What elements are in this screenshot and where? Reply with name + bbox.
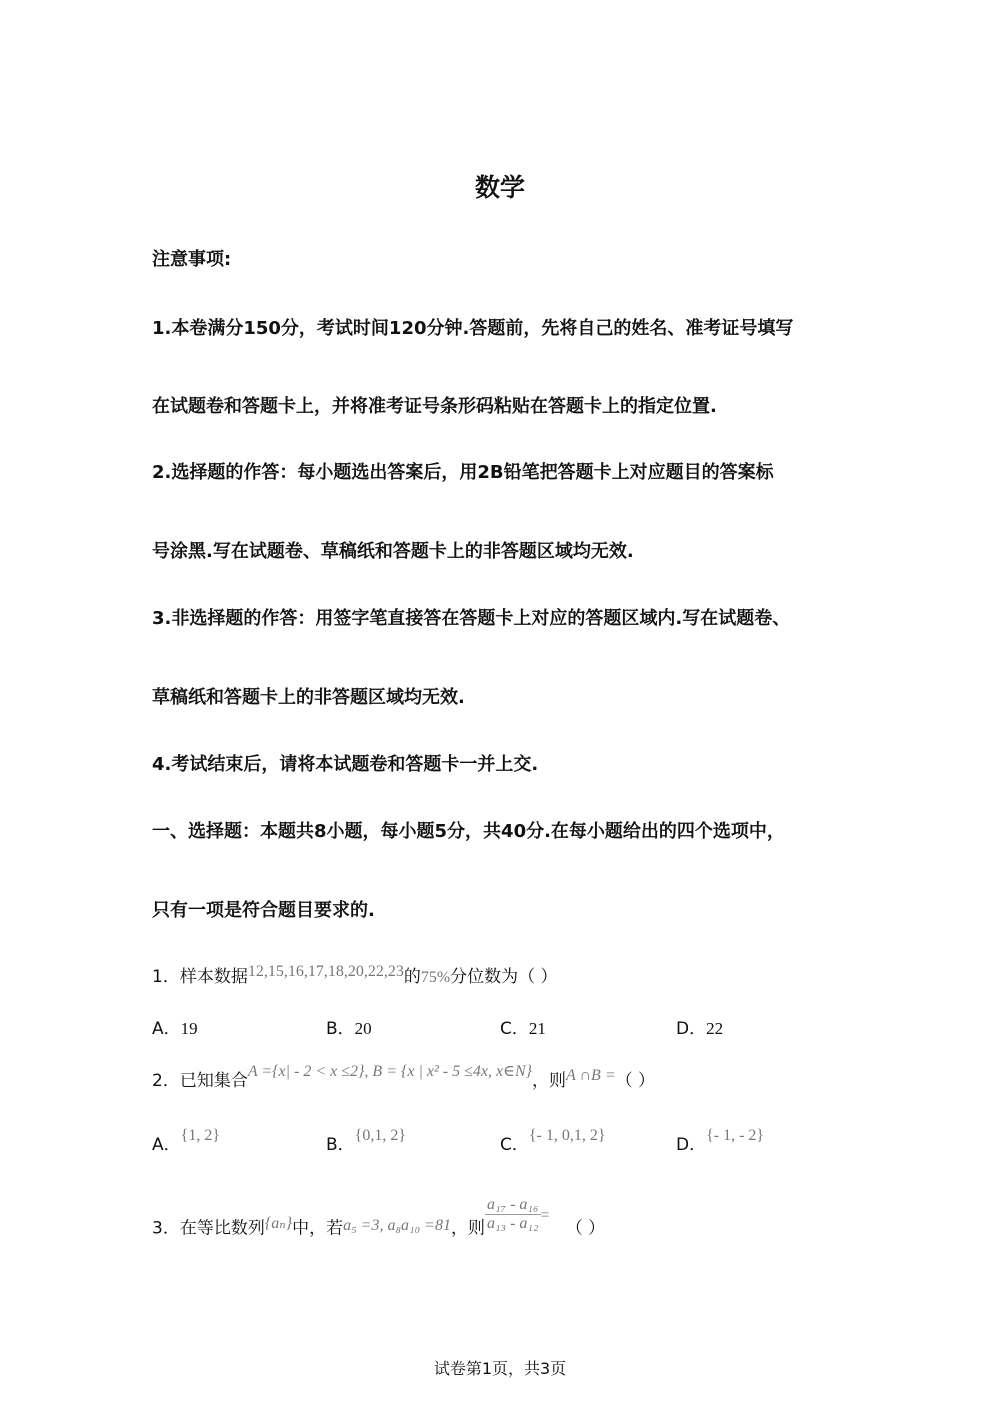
q2-option-d: D．{- 1, - 2} (676, 1127, 765, 1155)
q3-equals: = (540, 1206, 550, 1224)
q3-mid: 中，若 (292, 1218, 344, 1239)
q2-option-c: C．{- 1, 0,1, 2} (500, 1127, 606, 1155)
notice-line: 草稿纸和答题卡上的非答题区域均无效. (152, 687, 465, 708)
q3-fraction (485, 1196, 541, 1233)
q3-suffix: （ ） (565, 1218, 606, 1239)
q1-data: 12,15,16,17,18,20,22,23 (247, 963, 404, 980)
q3-mid2: ，则 (450, 1218, 485, 1239)
q3-condition: a₅ =3, a₈a₁₀ =81 (343, 1216, 451, 1234)
q1-suffix: 分位数为（ ） (450, 967, 558, 987)
question-2 (152, 1063, 656, 1091)
q1-option-c: C．21 (500, 1019, 546, 1039)
q1-prefix: 1．样本数据 (152, 967, 248, 987)
notice-line: 3.非选择题的作答：用签字笔直接答在答题卡上对应的答题区域内.写在试题卷、 (152, 608, 791, 629)
q1-option-b: B．20 (326, 1019, 372, 1039)
section-heading: 只有一项是符合题目要求的. (152, 900, 375, 921)
notice-line: 4.考试结束后，请将本试题卷和答题卡一并上交. (152, 754, 539, 775)
notice-line: 2.选择题的作答：每小题选出答案后，用2B铅笔把答题卡上对应题目的答案标 (152, 462, 774, 483)
q3-prefix: 3．在等比数列 (152, 1218, 265, 1239)
question-1 (152, 962, 558, 987)
q3-fraction-denominator: a₁₃ - a₁₂ (486, 1215, 539, 1232)
notice-line: 在试题卷和答题卡上，并将准考证号条形码粘贴在答题卡上的指定位置. (152, 396, 717, 417)
q2-option-a: A．{1, 2} (152, 1127, 220, 1155)
question-3 (152, 1196, 606, 1247)
q2-prefix: 2．已知集合 (152, 1071, 248, 1091)
page-title: 数学 (474, 173, 525, 202)
page-footer: 试卷第1页，共3页 (433, 1359, 567, 1378)
q2-set-expression: A ={x| - 2 < x ≤2}, B = {x | x² - 5 ≤4x, x∈N} (247, 1063, 533, 1080)
q1-option-a: A．19 (152, 1019, 198, 1039)
q2-option-b: B．{0,1, 2} (326, 1127, 407, 1155)
section-heading: 一、选择题：本题共8小题，每小题5分，共40分.在每小题给出的四个选项中， (152, 821, 785, 842)
q1-mid: 的 (403, 967, 421, 987)
q1-option-d: D．22 (676, 1019, 724, 1039)
q2-suffix: （ ） (615, 1071, 656, 1091)
notice-line: 号涂黑.写在试题卷、草稿纸和答题卡上的非答题区域均无效. (152, 541, 634, 562)
q2-intersection: A ∩B = (566, 1067, 616, 1084)
notice-heading: 注意事项: (152, 249, 232, 270)
q1-percent: 75% (420, 969, 451, 986)
q2-mid: ，则 (532, 1071, 567, 1091)
q3-fraction-numerator: a₁₇ - a₁₆ (486, 1196, 539, 1213)
q3-sequence: {aₙ} (264, 1214, 293, 1232)
notice-line: 1.本卷满分150分，考试时间120分钟.答题前，先将自己的姓名、准考证号填写 (152, 318, 794, 339)
